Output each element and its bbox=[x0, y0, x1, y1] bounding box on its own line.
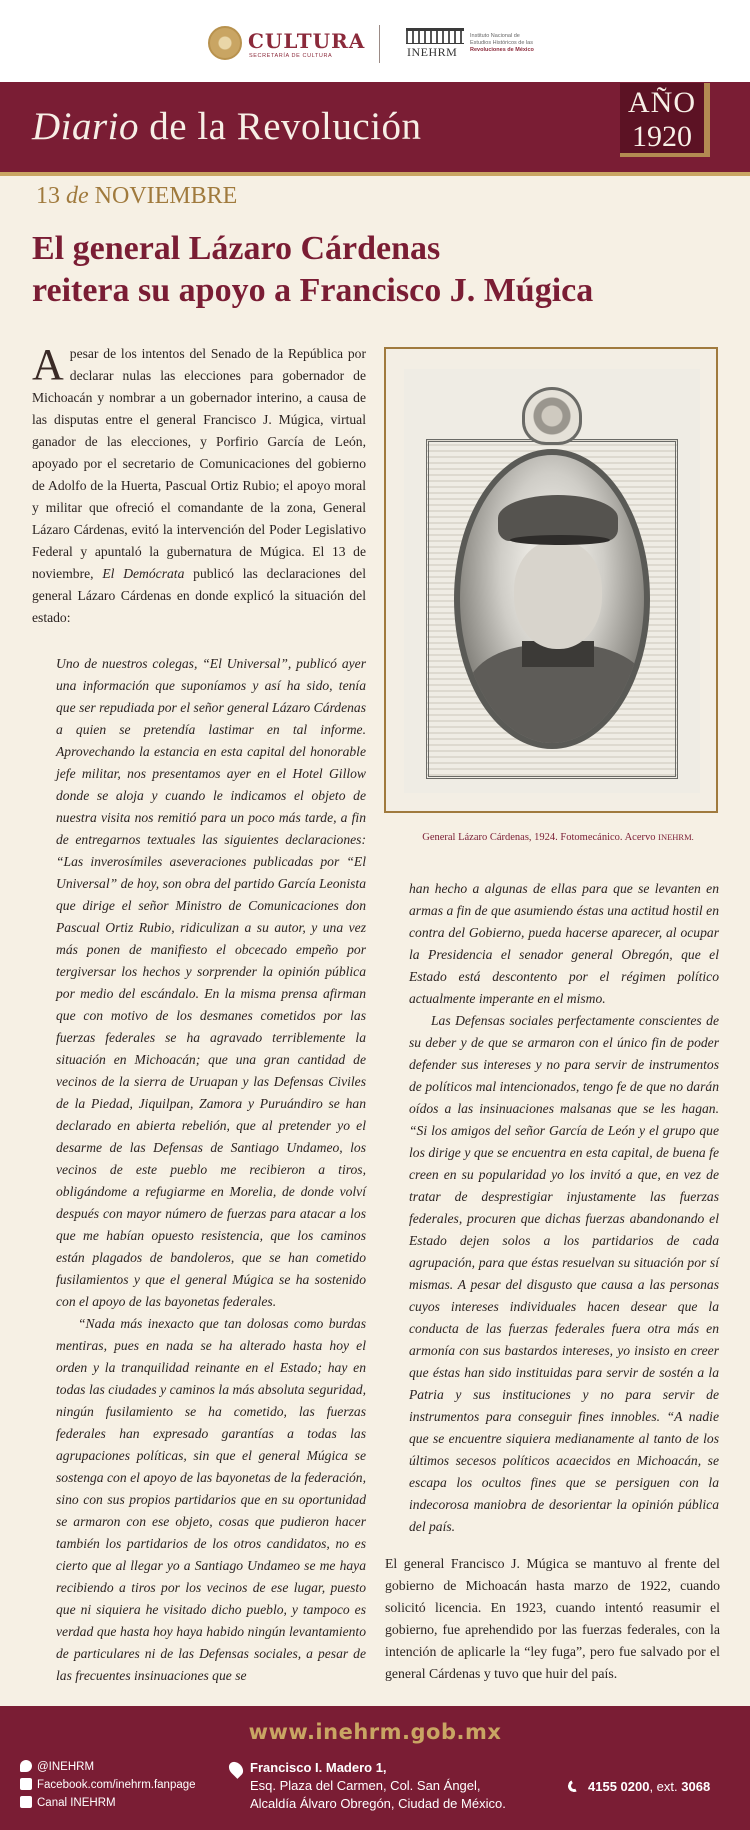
masthead-title-em: Diario bbox=[32, 105, 140, 148]
social-links bbox=[20, 1758, 240, 1812]
seal-icon bbox=[208, 26, 242, 60]
visor-shape bbox=[510, 535, 610, 545]
date-de: de bbox=[66, 183, 89, 209]
youtube-link[interactable] bbox=[20, 1794, 240, 1812]
face-shape bbox=[514, 541, 602, 649]
masthead bbox=[0, 82, 750, 172]
headline-line: El general Lázaro Cárdenas bbox=[32, 230, 441, 267]
address-line: Esq. Plaza del Carmen, Col. San Ángel, bbox=[250, 1778, 481, 1793]
website-link[interactable]: www.inehrm.gob.mx bbox=[248, 1720, 502, 1744]
phone-number[interactable] bbox=[568, 1779, 710, 1794]
footer bbox=[0, 1706, 750, 1830]
caption-org: INEHRM. bbox=[658, 832, 694, 842]
drop-cap: A bbox=[32, 340, 64, 389]
cultura-name: CULTURA bbox=[248, 29, 366, 53]
address-street: Francisco I. Madero 1, bbox=[250, 1760, 387, 1775]
headline bbox=[32, 228, 722, 312]
cultura-subtitle: SECRETARÍA DE CULTURA bbox=[249, 53, 333, 59]
article-date bbox=[36, 183, 237, 210]
phone-ext: 3068 bbox=[681, 1779, 711, 1794]
facebook-link[interactable] bbox=[20, 1776, 240, 1794]
inehrm-logo bbox=[406, 28, 546, 62]
twitter-icon bbox=[20, 1760, 32, 1772]
quote-paragraph: han hecho a algunas de ellas para que se levanten en armas a fin de que asumiendo éstas una actitud hostil en contra del Gobierno, pueda hacerse aparecer, al ocupar la Presidencia el senador general Obregón, que el Estado está descontento por el régimen político actualmente imperante en el mismo. bbox=[409, 881, 719, 1006]
logo-bar bbox=[0, 0, 750, 82]
quote-paragraph: Las Defensas sociales perfectamente conscientes de su deber y de que se armaron con el único fin de poder defender sus intereses y no para servir de instrumentos de políticos mal intencionados, tengo fe de que no darán oídos a las insinuaciones malsanas que se les hagan. “Si los amigos del señor García de León y el grupo que los dirige y que se encuentra en esta capital, de buena fe creen en su popularidad yo los invitó a que, en vez de tratar de desprestigiar injustamente las fuerzas federales, procuren que dichas fuerzas abandonando el Estado dejen solos a los partidarios de cada agrupación, para que éstas resuelvan su situación por sí mismas. A pesar del disgusto que causa a las personas cuyos intereses individuales hacen desear que la conducta de las fuerzas federales fuera otra más en armonía con sus bastardos intereses, yo insisto en creer que éstas han sido instituidas para servir de sostén a la Patria y sus instituciones y no para servir de instrumentos para conseguir fines innobles. “A nadie que se encuentre siquiera medianamente al tanto de los últimos secesos políticos acaecidos en Michoacán, se escapa los ocultos fines que se persiguen con la indecorosa maniobra de desorientar la opinión pública del país. bbox=[409, 1013, 719, 1534]
portrait-photo bbox=[384, 347, 718, 813]
intro-text: pesar de los intentos del Senado de la República por declarar nulas las elecciones para gobernador de Michoacán y nombrar a un gobernador interino, a causa de las disputas entre el general Francisco J. Múgica, virtual ganador de las elecciones, y Porfirio García de León, apoyado por el secretario de Comunicaciones del gobierno de Adolfo de la Huerta, Pascual Ortiz Rubio; el apoyo moral y militar que ofreció el comandante de la zona, General Lázaro Cárdenas, evitó la intervención del Poder Legislativo Federal y apuntaló la gubernatura de Múgica. El 13 de noviembre, bbox=[32, 346, 366, 581]
date-month: NOVIEMBRE bbox=[94, 183, 238, 209]
date-day: 13 bbox=[36, 183, 60, 209]
cultura-logo bbox=[208, 26, 366, 62]
inehrm-desc-line: Revoluciones de México bbox=[470, 47, 534, 53]
inehrm-desc-line: Instituto Nacional de bbox=[470, 33, 520, 39]
quote-paragraph: Uno de nuestros colegas, “El Universal”, publicó ayer una información que suponíamos y así ha sido, tenía que ser repudiada por el señor general Lázaro Cárdenas a quien se pretendía lastimar en tal informe. Aprovechando la estancia en esta capital del honorable jefe militar, nos presentamos ayer en el Hotel Gillow donde se aloja y cuando le indicamos el objeto de nuestra visita nos remitió para un poco más tarde, a fin de entregarnos textuales las siguientes declaraciones: “Las inverosímiles aseveraciones publicadas por “El Universal” de hoy, son obra del partido García Leonista que dirige el señor Ministro de Comunicaciones don Pascual Ortiz Rubio, ridiculizan a su autor, y una vez más ponen de manifiesto el obcecado empeño por tergiversar los hechos y sorprender la opinión pública por medio del escándalo. En la misma prensa afirman que con motivo de los desmanes cometidos por las fuerzas federales se ha agravado terriblemente la situación en Michoacán; que una gran cantidad de vecinos de la sierra de Uruapan y las Defensas Civiles de la Piedad, Jiquilpan, Zamora y Puruándiro se han declarado en abierta rebelión, que al pretender yo el desarme de las Defensas de Santiago Undameo, los vecinos de este pueblo me recibieron a tiros, obligándome a refugiarme en Morelia, de donde volví después con mayor número de fuerzas para atacar a los que me habían opuesto resistencia, que los caminos están plagados de bandoleros, que se han cometido fusilamientos y que el general Múgica se ha sostenido con el apoyo de las bayonetas federales. bbox=[56, 656, 366, 1309]
year-label: AÑO bbox=[628, 86, 696, 119]
quote-left-column bbox=[56, 653, 366, 1687]
quote-right-column bbox=[409, 878, 719, 1538]
portrait-oval bbox=[454, 449, 650, 749]
masthead-title-rest: de la Revolución bbox=[139, 105, 422, 148]
photo-caption bbox=[398, 832, 718, 843]
photo-image bbox=[404, 369, 700, 793]
caption-text: General Lázaro Cárdenas, 1924. Fotomecánico. Acervo bbox=[422, 832, 659, 843]
intro-paragraph bbox=[32, 340, 366, 629]
twitter-handle: @INEHRM bbox=[37, 1761, 95, 1773]
address-block bbox=[250, 1759, 560, 1813]
year-value: 1920 bbox=[632, 120, 692, 153]
twitter-link[interactable] bbox=[20, 1758, 240, 1776]
masthead-title bbox=[32, 104, 422, 149]
headline-line: reitera su apoyo a Francisco J. Múgica bbox=[32, 272, 594, 309]
inehrm-name: INEHRM bbox=[407, 45, 458, 59]
facebook-icon bbox=[20, 1778, 32, 1790]
intro-text: publicó las declaraciones del general Lázaro Cárdenas en donde explicó la situación del estado: bbox=[32, 566, 366, 625]
phone-main: 4155 0200 bbox=[588, 1779, 650, 1794]
phone-ext-label: , ext. bbox=[649, 1779, 682, 1794]
quote-paragraph: “Nada más inexacto que tan dolosas como burdas mentiras, pues en nada se ha alterado hasta hoy el orden y la tranquilidad reinante en el Estado; hay en todas las ciudades y caminos la más absoluta seguridad, ningún fusilamiento se ha cometido, las fuerzas federales han expresado garantías a todas las agrupaciones políticas, sin que el general Múgica se sostenga con el apoyo de las bayonetas de la federación, sino con sus propios partidarios que en su oportunidad se armaron con ese objeto, cosas que pudieron hacer también los partidarios de los otros candidatos, no es cierto que al llegar yo a Santiago Undameo se me haya recibiendo a tiros por los vecinos de ese lugar, puesto que ni siquiera he visitado dicho pueblo, y tampoco es verdad que hasta hoy haya habido ningún levantamiento de particulares ni de las Defensas sociales, a pesar de las frecuentes insinuaciones que se bbox=[56, 1316, 366, 1683]
youtube-channel: Canal INEHRM bbox=[37, 1797, 116, 1809]
newspaper-name: El Demócrata bbox=[102, 566, 185, 581]
logo-divider bbox=[379, 25, 380, 63]
address-line: Alcaldía Álvaro Obregón, Ciudad de México. bbox=[250, 1796, 506, 1811]
crest-icon bbox=[522, 387, 582, 445]
phone-icon bbox=[566, 1778, 581, 1793]
year-badge bbox=[620, 83, 710, 157]
youtube-icon bbox=[20, 1796, 32, 1808]
facebook-url: Facebook.com/inehrm.fanpage bbox=[37, 1779, 196, 1791]
inehrm-description bbox=[470, 33, 550, 54]
closing-paragraph: El general Francisco J. Múgica se mantuvo al frente del gobierno de Michoacán hasta marzo de 1922, cuando solicitó licencia. En 1923, cuando intentó reasumir el gobierno, fue aprehendido por las fuerzas federales, con la intención de aplicarle la “ley fuga”, pero fue salvado por el general Cárdenas y tuvo que huir del país. bbox=[385, 1556, 720, 1681]
gold-rule bbox=[0, 172, 750, 176]
building-icon bbox=[406, 28, 464, 44]
inehrm-desc-line: Estudios Históricos de las bbox=[470, 40, 533, 46]
